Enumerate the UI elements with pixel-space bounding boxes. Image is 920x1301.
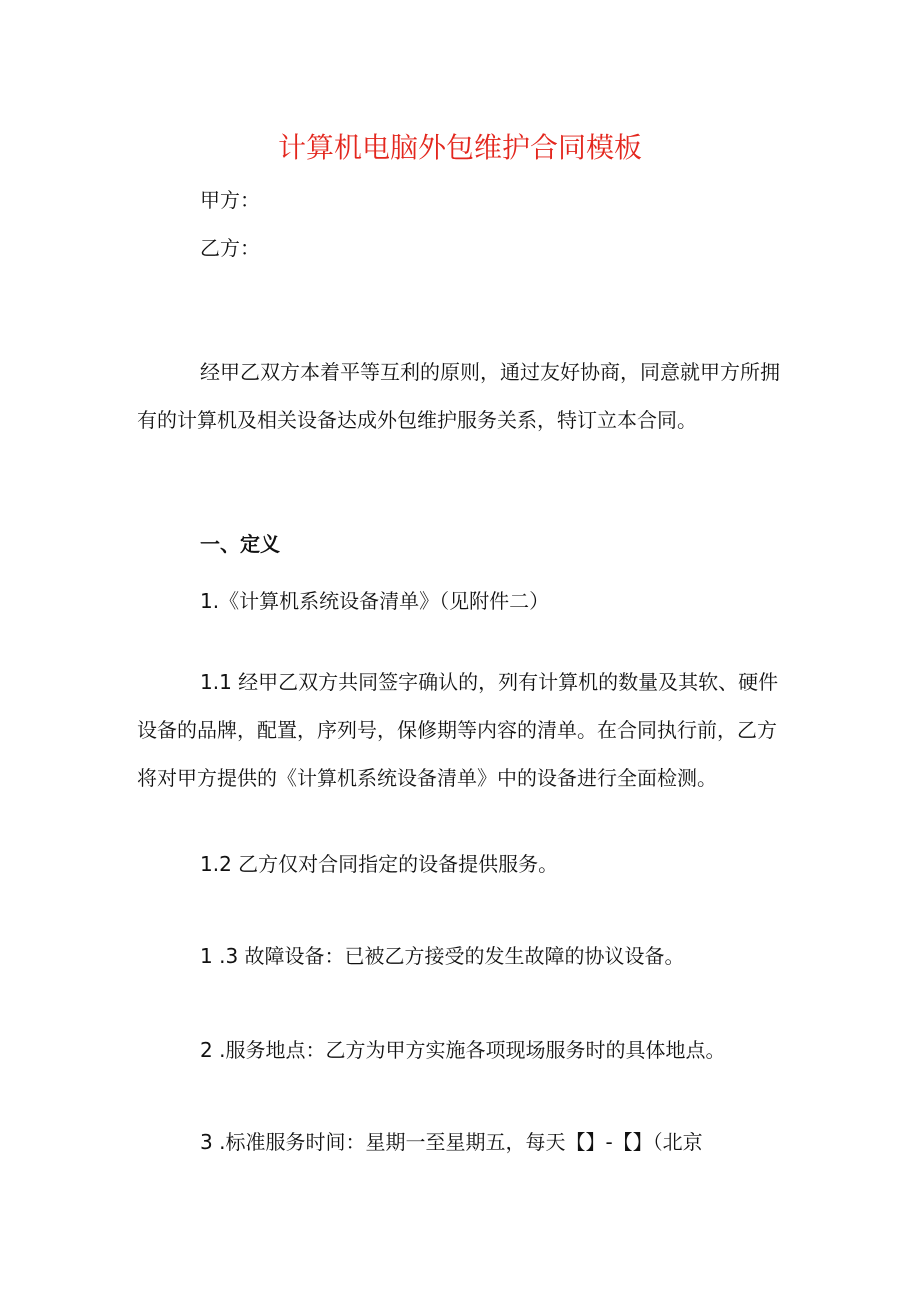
clause-3: 3 .标准服务时间：星期一至星期五，每天【】-【】（北京 xyxy=(200,1130,703,1154)
clause-2: 2 .服务地点：乙方为甲方实施各项现场服务时的具体地点。 xyxy=(200,1038,726,1062)
clause-1-1-line-1: 1.1 经甲乙双方共同签字确认的，列有计算机的数量及其软、硬件 xyxy=(200,670,779,694)
intro-paragraph-line-1: 经甲乙双方本着平等互利的原则，通过友好协商，同意就甲方所拥 xyxy=(200,360,780,384)
clause-1-1-line-2: 设备的品牌，配置，序列号，保修期等内容的清单。在合同执行前，乙方 xyxy=(137,718,777,742)
clause-1-2: 1.2 乙方仅对合同指定的设备提供服务。 xyxy=(200,852,559,876)
clause-1: 1.《计算机系统设备清单》（见附件二） xyxy=(200,589,550,613)
clause-1-1-line-3: 将对甲方提供的《计算机系统设备清单》中的设备进行全面检测。 xyxy=(137,766,717,790)
section-heading-definitions: 一、定义 xyxy=(200,532,280,556)
clause-1-3: 1 .3 故障设备：已被乙方接受的发生故障的协议设备。 xyxy=(200,944,685,968)
party-b-label: 乙方： xyxy=(200,236,260,260)
intro-paragraph-line-2: 有的计算机及相关设备达成外包维护服务关系，特订立本合同。 xyxy=(137,408,697,432)
document-title: 计算机电脑外包维护合同模板 xyxy=(277,131,642,164)
party-a-label: 甲方： xyxy=(200,188,260,212)
